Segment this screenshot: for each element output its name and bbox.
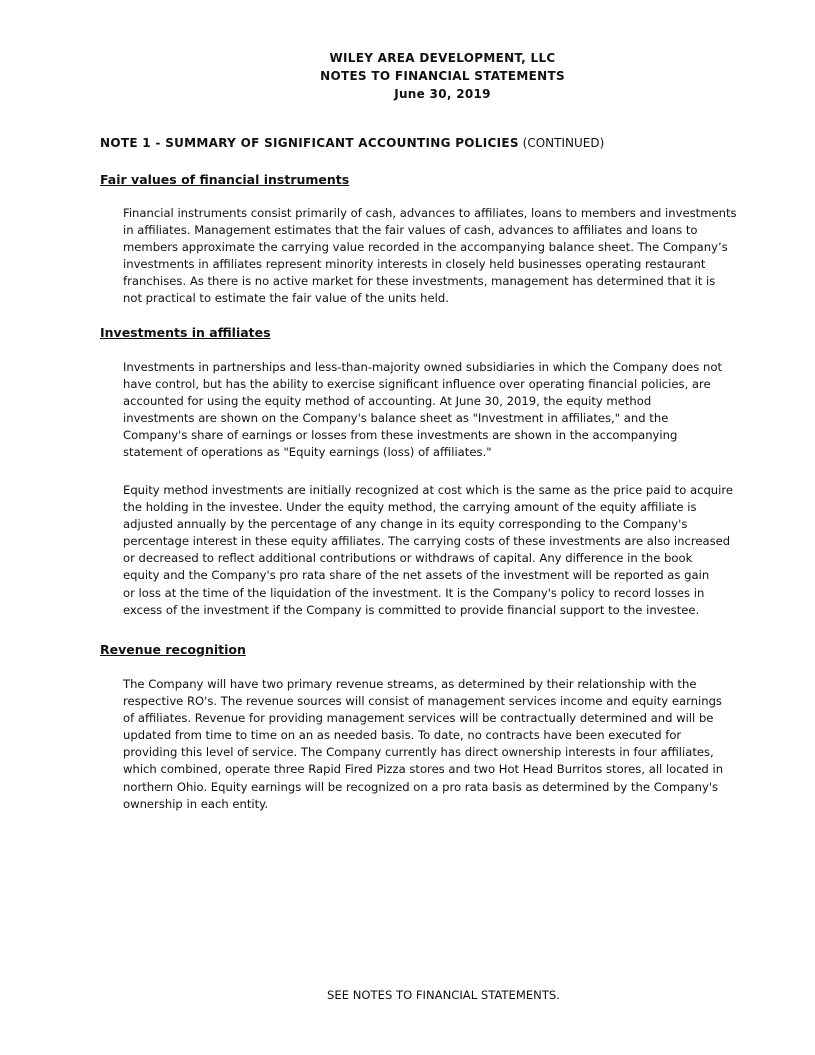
- note-title-text: NOTE 1 - SUMMARY OF SIGNIFICANT ACCOUNTING POLICIES: [100, 136, 519, 150]
- paragraph-investments-2: [123, 482, 751, 619]
- paragraph-line: ownership in each entity.: [123, 796, 269, 811]
- paragraph-line: which combined, operate three Rapid Fired Pizza stores and two Hot Head Burritos stores, all located in: [123, 762, 724, 777]
- paragraph-investments-1: [123, 359, 751, 462]
- note-title-suffix: (CONTINUED): [522, 136, 605, 150]
- section-heading-investments: Investments in affiliates: [100, 325, 271, 340]
- paragraph-line: Investments in partnerships and less-than-majority owned subsidiaries in which the Company does not: [123, 360, 723, 374]
- note-title: [100, 135, 604, 152]
- paragraph-line: The Company will have two primary revenue streams, as determined by their relationship with the: [123, 677, 697, 691]
- paragraph-line: Equity method investments are initially recognized at cost which is the same as the price paid to acquire: [123, 483, 734, 497]
- section-heading-fair-values: Fair values of financial instruments: [100, 172, 350, 187]
- document-header: [0, 49, 815, 103]
- paragraph-line: excess of the investment if the Company is committed to provide financial support to the investee.: [123, 602, 700, 617]
- paragraph-line: equity and the Company's pro rata share of the net assets of the investment will be reported as gain: [123, 568, 710, 583]
- paragraph-line: respective RO's. The revenue sources will consist of management services income and equity earnings: [123, 694, 722, 709]
- paragraph-line: franchises. As there is no active market for these investments, management has determined that it is: [123, 274, 716, 289]
- paragraph-line: northern Ohio. Equity earnings will be recognized on a pro rata basis as determined by the Company's: [123, 779, 719, 794]
- paragraph-line: accounted for using the equity method of accounting. At June 30, 2019, the equity method: [123, 394, 652, 409]
- document-title: NOTES TO FINANCIAL STATEMENTS: [320, 69, 565, 83]
- company-name: WILEY AREA DEVELOPMENT, LLC: [329, 51, 556, 65]
- statement-date: June 30, 2019: [394, 87, 491, 101]
- paragraph-line: or decreased to reflect additional contributions or withdraws of capital. Any difference in the book: [123, 551, 693, 566]
- paragraph-line: statement of operations as "Equity earnings (loss) of affiliates.": [123, 445, 492, 460]
- paragraph-line: or loss at the time of the liquidation of the investment. It is the Company's policy to record losses in: [123, 585, 705, 600]
- paragraph-line: Company's share of earnings or losses from these investments are shown in the accompanying: [123, 428, 678, 443]
- paragraph-revenue: [123, 676, 751, 813]
- paragraph-fair-values: [123, 205, 751, 308]
- paragraph-line: Financial instruments consist primarily of cash, advances to affiliates, loans to members and investments: [123, 206, 737, 220]
- section-heading-revenue: Revenue recognition: [100, 642, 246, 657]
- paragraph-line: investments are shown on the Company's balance sheet as "Investment in affiliates," and the: [123, 411, 669, 426]
- paragraph-line: percentage interest in these equity affiliates. The carrying costs of these investments are also increased: [123, 534, 731, 549]
- paragraph-line: investments in affiliates represent minority interests in closely held businesses operating restaurant: [123, 257, 706, 272]
- paragraph-line: in affiliates. Management estimates that the fair values of cash, advances to affiliates and loans to: [123, 223, 698, 238]
- paragraph-line: providing this level of service. The Company currently has direct ownership interests in four affiliates,: [123, 745, 714, 760]
- page-footer: SEE NOTES TO FINANCIAL STATEMENTS.: [327, 988, 560, 1002]
- paragraph-line: updated from time to time on an as needed basis. To date, no contracts have been executed for: [123, 728, 682, 743]
- paragraph-line: of affiliates. Revenue for providing management services will be contractually determined and will be: [123, 711, 714, 726]
- paragraph-line: the holding in the investee. Under the equity method, the carrying amount of the equity affiliate is: [123, 500, 697, 515]
- paragraph-line: members approximate the carrying value recorded in the accompanying balance sheet. The Company’s: [123, 240, 728, 255]
- paragraph-line: adjusted annually by the percentage of any change in its equity corresponding to the Company's: [123, 517, 688, 532]
- paragraph-line: not practical to estimate the fair value of the units held.: [123, 291, 449, 306]
- paragraph-line: have control, but has the ability to exercise significant influence over operating financial policies, are: [123, 377, 711, 392]
